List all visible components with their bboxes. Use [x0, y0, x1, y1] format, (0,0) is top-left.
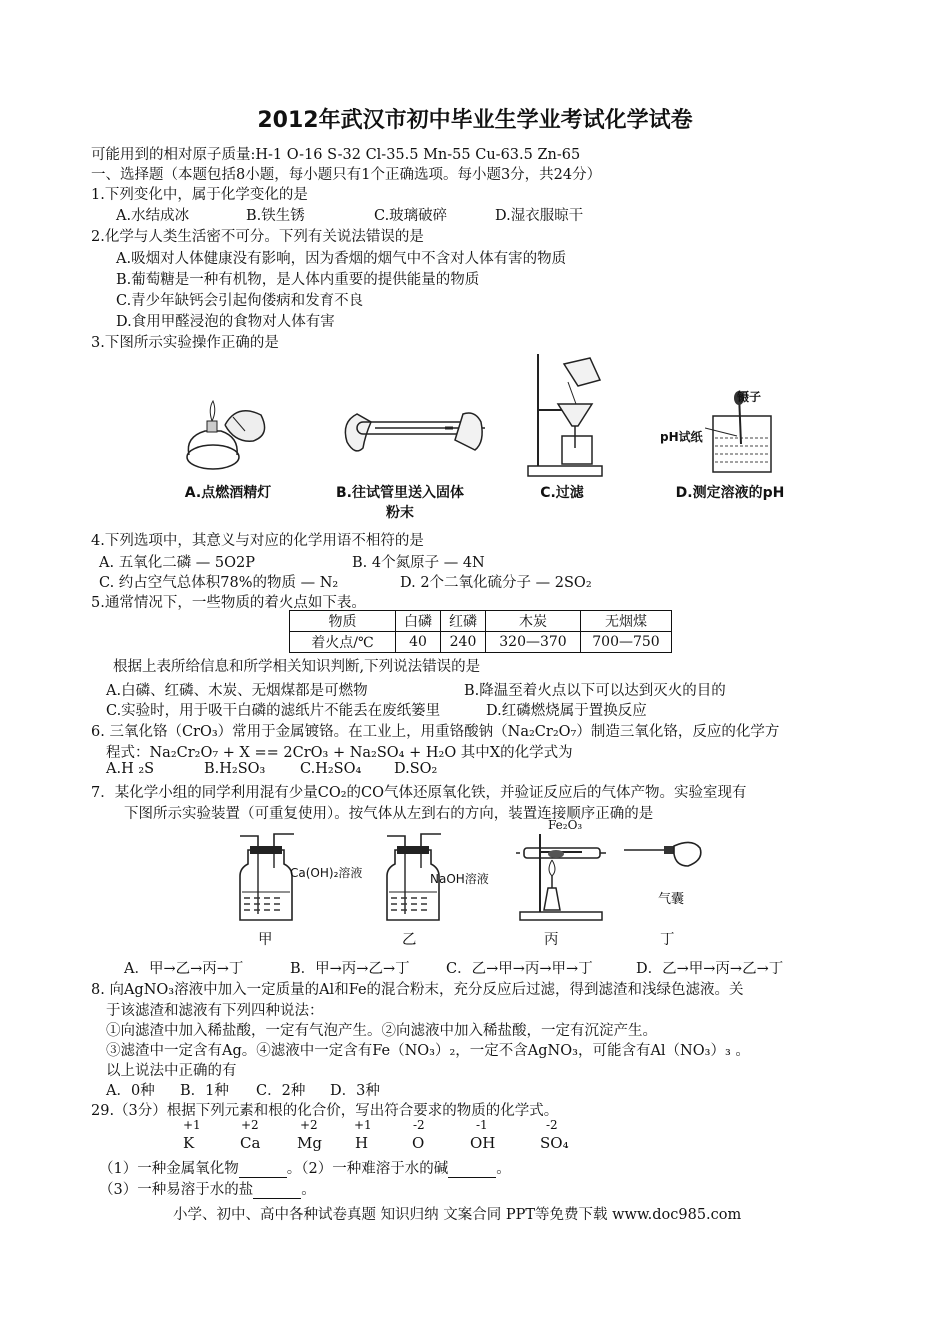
answer-blank-1[interactable] — [239, 1163, 287, 1178]
alcohol-lamp-figure — [175, 395, 280, 480]
label-gas-bag: 气囊 — [658, 892, 685, 907]
q1-stem: 1.下列变化中，属于化学变化的是 — [91, 187, 308, 203]
q5-option-a: A.白磷、红磷、木炭、无烟煤都是可燃物 — [106, 683, 368, 699]
q3-caption-b: B.往试管里送入固体粉末 — [336, 485, 464, 521]
q2-option-c: C.青少年缺钙会引起佝偻病和发育不良 — [116, 293, 364, 309]
q8-line1: 8. 向AgNO₃溶液中加入一定质量的Al和Fe的混合粉末，充分反应后过滤，得到滤渣和浅绿色滤液。关 — [91, 982, 744, 998]
q6-line1: 6. 三氧化铬（CrO₃）常用于金属镀铬。在工业上，用重铬酸钠（Na₂Cr₂O₇）制造三氧化铬，反应的化学方 — [91, 724, 780, 740]
atomic-masses: 可能用到的相对原子质量:H-1 O-16 S-32 Cl-35.5 Mn-55 Cu-63.5 Zn-65 — [91, 147, 581, 163]
q29-sub3-line — [99, 1178, 316, 1199]
q6-option-b: B.H₂SO₃ — [204, 761, 266, 777]
symbol-o: O — [412, 1134, 425, 1152]
q8-option-a: A．0种 — [106, 1083, 155, 1099]
page-title: 2012年武汉市初中毕业生学业考试化学试卷 — [257, 108, 693, 133]
symbol-ca: Ca — [240, 1134, 261, 1152]
q7-option-c: C．乙→甲→丙→甲→丁 — [446, 961, 593, 977]
q1-option-b: B.铁生锈 — [246, 208, 305, 224]
label-ph-paper: pH试纸 — [660, 430, 703, 444]
answer-blank-3[interactable] — [253, 1184, 301, 1199]
symbol-oh: OH — [470, 1134, 496, 1152]
table-cell: 40 — [396, 632, 441, 653]
q5-option-b: B.降温至着火点以下可以达到灭火的目的 — [464, 683, 726, 699]
q29-sub2-end: 。 — [496, 1161, 511, 1177]
filtration-figure — [522, 352, 612, 480]
q3-stem: 3.下图所示实验操作正确的是 — [91, 335, 279, 351]
table-cell: 320—370 — [486, 632, 581, 653]
valence-so4: -2 — [546, 1118, 558, 1132]
q29-sub1-label: （1）一种金属氧化物 — [99, 1161, 239, 1177]
q7-line1: 7．某化学小组的同学利用混有少量CO₂的CO气体还原氧化铁，并验证反应后的气体产物。实验室现有 — [91, 785, 747, 801]
q8-option-d: D．3种 — [330, 1083, 380, 1099]
q5-lead: 根据上表所给信息和所学相关知识判断,下列说法错误的是 — [113, 659, 481, 675]
q7-line2: 下图所示实验装置（可重复使用）。按气体从左到右的方向，装置连接顺序正确的是 — [124, 806, 654, 822]
valence-k: +1 — [183, 1118, 201, 1132]
table-header-row — [290, 611, 672, 632]
table-cell: 木炭 — [486, 611, 581, 632]
label-naoh-solution: NaOH溶液 — [430, 872, 489, 886]
q4-stem: 4.下列选项中，其意义与对应的化学用语不相符的是 — [91, 533, 424, 549]
table-row — [290, 632, 672, 653]
q3-caption-d: D.测定溶液的pH — [675, 485, 785, 501]
q29-sub1-line — [99, 1157, 511, 1178]
q29-sub3-end: 。 — [301, 1182, 316, 1198]
q3-caption-c: C.过滤 — [540, 485, 584, 501]
gas-bag-figure — [622, 836, 704, 876]
ignition-point-table — [289, 610, 672, 653]
valence-mg: +2 — [300, 1118, 318, 1132]
q7-option-b: B．甲→丙→乙→丁 — [290, 961, 410, 977]
q29-stem: 29.（3分）根据下列元素和根的化合价，写出符合要求的物质的化学式。 — [91, 1103, 559, 1119]
symbol-h: H — [355, 1134, 369, 1152]
table-cell: 物质 — [290, 611, 396, 632]
valence-o: -2 — [413, 1118, 425, 1132]
gas-bottle-jia-figure — [236, 832, 296, 924]
q8-line2: 于该滤渣和滤液有下列四种说法： — [106, 1003, 324, 1019]
q8-option-b: B．1种 — [180, 1083, 229, 1099]
q1-option-d: D.湿衣服晾干 — [495, 208, 584, 224]
q5-stem: 5.通常情况下，一些物质的着火点如下表。 — [91, 595, 366, 611]
q4-option-c: C. 约占空气总体积78%的物质 — N₂ — [99, 575, 339, 591]
q8-line5: 以上说法中正确的有 — [106, 1063, 237, 1079]
apparatus-caption-ding: 丁 — [660, 932, 675, 948]
q5-option-c: C.实验时，用于吸干白磷的滤纸片不能丢在废纸篓里 — [106, 703, 441, 719]
table-cell: 着火点/℃ — [290, 632, 396, 653]
table-cell: 白磷 — [396, 611, 441, 632]
answer-blank-2[interactable] — [448, 1163, 496, 1178]
symbol-k: K — [183, 1134, 195, 1152]
apparatus-caption-jia: 甲 — [258, 932, 273, 948]
label-tweezers: 镊子 — [737, 390, 762, 404]
table-cell: 红磷 — [441, 611, 486, 632]
q1-option-c: C.玻璃破碎 — [374, 208, 448, 224]
q2-option-b: B.葡萄糖是一种有机物，是人体内重要的提供能量的物质 — [116, 272, 480, 288]
test-tube-figure — [335, 392, 490, 477]
table-cell: 无烟煤 — [581, 611, 672, 632]
valence-oh: -1 — [476, 1118, 488, 1132]
q4-option-d: D. 2个二氧化硫分子 — 2SO₂ — [400, 575, 592, 591]
q8-line3: ①向滤渣中加入稀盐酸，一定有气泡产生。②向滤液中加入稀盐酸，一定有沉淀产生。 — [106, 1023, 657, 1039]
q3-caption-a: A.点燃酒精灯 — [184, 485, 272, 501]
symbol-so4: SO₄ — [540, 1134, 569, 1152]
reduction-apparatus-figure — [516, 830, 608, 922]
q2-option-a: A.吸烟对人体健康没有影响，因为香烟的烟气中不含对人体有害的物质 — [116, 251, 567, 267]
q29-sub2-label: 。（2）一种难溶于水的碱 — [286, 1161, 449, 1177]
q7-option-a: A．甲→乙→丙→丁 — [124, 961, 244, 977]
section-heading: 一、选择题（本题包括8小题，每小题只有1个正确选项。每小题3分，共24分） — [91, 167, 602, 183]
q5-option-d: D.红磷燃烧属于置换反应 — [486, 703, 647, 719]
q6-option-a: A.H ₂S — [106, 761, 155, 777]
q4-option-a: A. 五氧化二磷 — 5O2P — [99, 555, 256, 571]
symbol-mg: Mg — [297, 1134, 322, 1152]
apparatus-caption-yi: 乙 — [402, 932, 417, 948]
footer: 小学、初中、高中各种试卷真题 知识归纳 文案合同 PPT等免费下载 www.doc985.com — [173, 1207, 742, 1223]
q4-option-b: B. 4个氮原子 — 4N — [352, 555, 485, 571]
q8-line4: ③滤渣中一定含有Ag。④滤液中一定含有Fe（NO₃）₂，一定不含AgNO₃，可能含有Al（NO₃）₃ 。 — [106, 1043, 750, 1059]
q8-option-c: C．2种 — [256, 1083, 306, 1099]
table-cell: 700—750 — [581, 632, 672, 653]
q1-option-a: A.水结成冰 — [116, 208, 190, 224]
apparatus-caption-bing: 丙 — [544, 932, 559, 948]
table-cell: 240 — [441, 632, 486, 653]
label-caoh2-solution: Ca(OH)₂溶液 — [290, 866, 363, 880]
q2-option-d: D.食用甲醛浸泡的食物对人体有害 — [116, 314, 335, 330]
q6-line2: 程式：Na₂Cr₂O₇ + X == 2CrO₃ + Na₂SO₄ + H₂O 其中X的化学式为 — [106, 745, 573, 761]
q2-stem: 2.化学与人类生活密不可分。下列有关说法错误的是 — [91, 229, 424, 245]
q6-option-d: D.SO₂ — [394, 761, 438, 777]
label-fe2o3: Fe₂O₃ — [548, 818, 583, 832]
valence-ca: +2 — [241, 1118, 259, 1132]
q29-sub3-label: （3）一种易溶于水的盐 — [99, 1182, 254, 1198]
q7-option-d: D．乙→甲→丙→乙→丁 — [636, 961, 784, 977]
q6-option-c: C.H₂SO₄ — [300, 761, 362, 777]
valence-h: +1 — [354, 1118, 372, 1132]
